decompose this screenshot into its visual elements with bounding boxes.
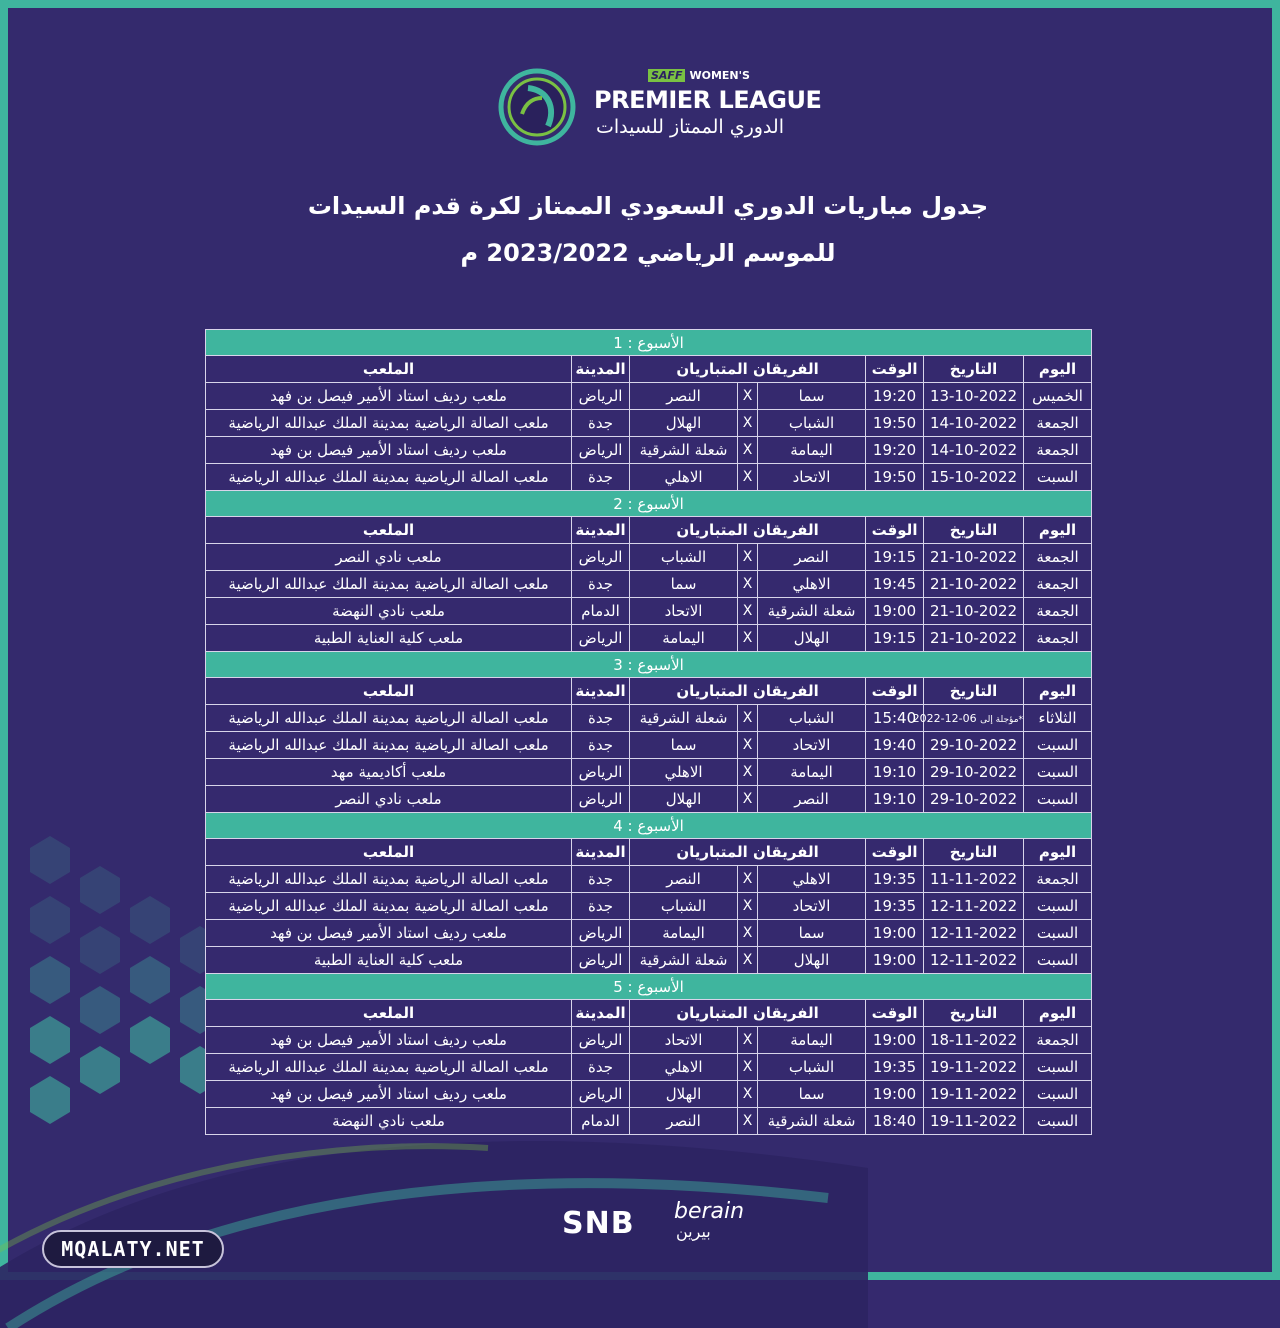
away-team: النصر [630, 866, 738, 893]
match-time: 19:00 [866, 1027, 924, 1054]
match-date: 29-10-2022 [924, 759, 1024, 786]
week-header-row [206, 974, 1092, 1000]
match-city: الرياض [572, 920, 630, 947]
header-stadium: الملعب [206, 839, 572, 866]
table-row [206, 759, 1092, 786]
match-time: 19:00 [866, 1081, 924, 1108]
away-team: الاهلي [630, 464, 738, 491]
table-row [206, 786, 1092, 813]
week-header-row [206, 491, 1092, 517]
match-stadium: ملعب الصالة الرياضية بمدينة الملك عبدالله الرياضية [206, 571, 572, 598]
match-schedule-table [205, 329, 1091, 1135]
match-date: 18-11-2022 [924, 1027, 1024, 1054]
header-teams: الفريقان المتباريان [630, 678, 866, 705]
match-date: 14-10-2022 [924, 410, 1024, 437]
match-city: الرياض [572, 383, 630, 410]
table-row [206, 571, 1092, 598]
away-team: الاهلي [630, 759, 738, 786]
vs-marker: X [738, 732, 758, 759]
week-label: الأسبوع : 4 [206, 813, 1092, 839]
header-city: المدينة [572, 517, 630, 544]
match-time: 19:00 [866, 920, 924, 947]
logo-title: PREMIER LEAGUE [594, 86, 822, 114]
match-city: الرياض [572, 437, 630, 464]
match-day: السبت [1024, 732, 1092, 759]
match-date: 21-10-2022 [924, 571, 1024, 598]
match-city: الرياض [572, 1027, 630, 1054]
table-row [206, 947, 1092, 974]
match-day: السبت [1024, 1081, 1092, 1108]
match-time: 19:45 [866, 571, 924, 598]
away-team: الهلال [630, 786, 738, 813]
match-time: 19:50 [866, 464, 924, 491]
match-time: 19:40 [866, 732, 924, 759]
match-stadium: ملعب رديف استاد الأمير فيصل بن فهد [206, 920, 572, 947]
match-city: جدة [572, 410, 630, 437]
saff-tag: SAFF [648, 69, 685, 82]
away-team: الاتحاد [630, 1027, 738, 1054]
header-date: التاريخ [924, 1000, 1024, 1027]
week-label: الأسبوع : 5 [206, 974, 1092, 1000]
match-time: 19:10 [866, 759, 924, 786]
match-day: السبت [1024, 920, 1092, 947]
table-row [206, 1108, 1092, 1135]
match-day: السبت [1024, 1054, 1092, 1081]
header-day: اليوم [1024, 356, 1092, 383]
match-day: الجمعة [1024, 866, 1092, 893]
match-day: الجمعة [1024, 410, 1092, 437]
match-date: 15-10-2022 [924, 464, 1024, 491]
match-stadium: ملعب رديف استاد الأمير فيصل بن فهد [206, 1081, 572, 1108]
match-stadium: ملعب الصالة الرياضية بمدينة الملك عبدالله الرياضية [206, 893, 572, 920]
table-row [206, 410, 1092, 437]
vs-marker: X [738, 598, 758, 625]
match-city: الرياض [572, 786, 630, 813]
match-day: السبت [1024, 947, 1092, 974]
header-date: التاريخ [924, 839, 1024, 866]
match-stadium: ملعب الصالة الرياضية بمدينة الملك عبدالله الرياضية [206, 866, 572, 893]
table-row [206, 893, 1092, 920]
week-header-row [206, 330, 1092, 356]
header-city: المدينة [572, 356, 630, 383]
table-row [206, 437, 1092, 464]
page-title: جدول مباريات الدوري السعودي الممتاز لكرة قدم السيدات [307, 192, 989, 220]
match-date-postponed [912, 705, 1024, 732]
site-watermark: MQALATY.NET [42, 1230, 224, 1268]
womens-label: WOMEN'S [689, 69, 750, 82]
home-team: سما [758, 383, 866, 410]
match-city: الدمام [572, 1108, 630, 1135]
home-team: الشباب [758, 410, 866, 437]
match-day: الجمعة [1024, 1027, 1092, 1054]
berain-logo-arabic: بيرين [676, 1222, 711, 1241]
logo-subtitle [648, 69, 750, 82]
home-team: النصر [758, 544, 866, 571]
table-row [206, 920, 1092, 947]
vs-marker: X [738, 410, 758, 437]
match-day: الجمعة [1024, 544, 1092, 571]
match-date: 19-11-2022 [924, 1054, 1024, 1081]
home-team: سما [758, 920, 866, 947]
match-stadium: ملعب رديف استاد الأمير فيصل بن فهد [206, 383, 572, 410]
vs-marker: X [738, 1081, 758, 1108]
match-day: السبت [1024, 759, 1092, 786]
match-city: الرياض [572, 947, 630, 974]
match-date: 29-10-2022 [924, 732, 1024, 759]
home-team: الاتحاد [758, 732, 866, 759]
match-time: 19:15 [866, 544, 924, 571]
match-stadium: ملعب رديف استاد الأمير فيصل بن فهد [206, 437, 572, 464]
match-day: السبت [1024, 893, 1092, 920]
page-subtitle: للموسم الرياضي 2023/2022 م [460, 239, 836, 267]
home-team: اليمامة [758, 1027, 866, 1054]
match-stadium: ملعب نادي النهضة [206, 1108, 572, 1135]
match-time: 18:40 [866, 1108, 924, 1135]
match-date: 21-10-2022 [924, 625, 1024, 652]
week-label: الأسبوع : 2 [206, 491, 1092, 517]
away-team: اليمامة [630, 625, 738, 652]
match-city: جدة [572, 893, 630, 920]
match-stadium: ملعب الصالة الرياضية بمدينة الملك عبدالله الرياضية [206, 705, 572, 732]
table-row [206, 1027, 1092, 1054]
home-team: الهلال [758, 625, 866, 652]
match-stadium: ملعب رديف استاد الأمير فيصل بن فهد [206, 1027, 572, 1054]
table-row [206, 1054, 1092, 1081]
match-stadium: ملعب نادي النصر [206, 544, 572, 571]
header-day: اليوم [1024, 839, 1092, 866]
home-team: النصر [758, 786, 866, 813]
column-header-row [206, 678, 1092, 705]
match-date: 21-10-2022 [924, 544, 1024, 571]
away-team: سما [630, 732, 738, 759]
week-label: الأسبوع : 3 [206, 652, 1092, 678]
header-teams: الفريقان المتباريان [630, 517, 866, 544]
match-day: الثلاثاء [1024, 705, 1092, 732]
match-city: الرياض [572, 544, 630, 571]
header-time: الوقت [866, 517, 924, 544]
match-city: جدة [572, 571, 630, 598]
match-stadium: ملعب كلية العناية الطبية [206, 947, 572, 974]
match-city: الرياض [572, 759, 630, 786]
header-time: الوقت [866, 1000, 924, 1027]
match-time: 19:20 [866, 437, 924, 464]
away-team: الهلال [630, 410, 738, 437]
vs-marker: X [738, 786, 758, 813]
match-city: الرياض [572, 1081, 630, 1108]
match-date: 14-10-2022 [924, 437, 1024, 464]
week-label: الأسبوع : 1 [206, 330, 1092, 356]
header-teams: الفريقان المتباريان [630, 839, 866, 866]
away-team: اليمامة [630, 920, 738, 947]
table-row [206, 1081, 1092, 1108]
vs-marker: X [738, 705, 758, 732]
header-day: اليوم [1024, 517, 1092, 544]
header-time: الوقت [866, 678, 924, 705]
away-team: النصر [630, 383, 738, 410]
away-team: شعلة الشرقية [630, 437, 738, 464]
header-date: التاريخ [924, 517, 1024, 544]
match-time: 19:50 [866, 410, 924, 437]
match-city: الرياض [572, 625, 630, 652]
sponsor-logos [558, 1198, 748, 1244]
home-team: اليمامة [758, 437, 866, 464]
logo-arabic-title: الدوري الممتاز للسيدات [596, 116, 784, 138]
home-team: الاهلي [758, 866, 866, 893]
vs-marker: X [738, 544, 758, 571]
week-header-row [206, 652, 1092, 678]
match-day: السبت [1024, 464, 1092, 491]
match-city: جدة [572, 1054, 630, 1081]
match-city: الدمام [572, 598, 630, 625]
match-date: 21-10-2022 [924, 598, 1024, 625]
away-team: الشباب [630, 893, 738, 920]
header-teams: الفريقان المتباريان [630, 356, 866, 383]
match-date: 13-10-2022 [924, 383, 1024, 410]
match-day: السبت [1024, 786, 1092, 813]
away-team: الاتحاد [630, 598, 738, 625]
header-day: اليوم [1024, 678, 1092, 705]
match-day: الجمعة [1024, 437, 1092, 464]
match-time: 19:00 [866, 947, 924, 974]
match-date: 11-11-2022 [924, 866, 1024, 893]
vs-marker: X [738, 571, 758, 598]
week-header-row [206, 813, 1092, 839]
match-day: الخميس [1024, 383, 1092, 410]
away-team: سما [630, 571, 738, 598]
home-team: الاتحاد [758, 893, 866, 920]
away-team: شعلة الشرقية [630, 947, 738, 974]
match-date: 29-10-2022 [924, 786, 1024, 813]
home-team: الهلال [758, 947, 866, 974]
vs-marker: X [738, 759, 758, 786]
match-day: الجمعة [1024, 625, 1092, 652]
home-team: شعلة الشرقية [758, 598, 866, 625]
match-stadium: ملعب الصالة الرياضية بمدينة الملك عبدالله الرياضية [206, 1054, 572, 1081]
home-team: الشباب [758, 1054, 866, 1081]
header-city: المدينة [572, 839, 630, 866]
match-city: جدة [572, 464, 630, 491]
match-day: السبت [1024, 1108, 1092, 1135]
berain-logo: berain [674, 1199, 745, 1224]
away-team: شعلة الشرقية [630, 705, 738, 732]
match-time: 19:35 [866, 1054, 924, 1081]
vs-marker: X [738, 893, 758, 920]
match-city: جدة [572, 866, 630, 893]
match-date: 12-11-2022 [924, 920, 1024, 947]
home-team: الشباب [758, 705, 866, 732]
table-row [206, 464, 1092, 491]
match-time: 15:40 [866, 705, 924, 732]
league-emblem-icon [498, 68, 576, 146]
column-header-row [206, 517, 1092, 544]
header-day: اليوم [1024, 1000, 1092, 1027]
table-row [206, 598, 1092, 625]
table-row [206, 625, 1092, 652]
vs-marker: X [738, 920, 758, 947]
header-stadium: الملعب [206, 517, 572, 544]
match-date: 12-11-2022 [924, 893, 1024, 920]
vs-marker: X [738, 1027, 758, 1054]
home-team: شعلة الشرقية [758, 1108, 866, 1135]
match-time: 19:00 [866, 598, 924, 625]
header-city: المدينة [572, 678, 630, 705]
vs-marker: X [738, 947, 758, 974]
postponed-note: *مؤجلة إلى [980, 714, 1024, 725]
table-row [206, 383, 1092, 410]
vs-marker: X [738, 625, 758, 652]
match-date: 12-11-2022 [924, 947, 1024, 974]
match-date: 06-12-2022 [912, 711, 977, 725]
vs-marker: X [738, 1108, 758, 1135]
home-team: الاهلي [758, 571, 866, 598]
away-team: الشباب [630, 544, 738, 571]
away-team: الاهلي [630, 1054, 738, 1081]
table-row [206, 544, 1092, 571]
column-header-row [206, 1000, 1092, 1027]
match-city: جدة [572, 705, 630, 732]
table-row [206, 705, 1092, 732]
vs-marker: X [738, 437, 758, 464]
match-city: جدة [572, 732, 630, 759]
away-team: الهلال [630, 1081, 738, 1108]
snb-logo: SNB [562, 1206, 635, 1241]
match-date: 19-11-2022 [924, 1081, 1024, 1108]
away-team: النصر [630, 1108, 738, 1135]
match-stadium: ملعب الصالة الرياضية بمدينة الملك عبدالله الرياضية [206, 410, 572, 437]
header-date: التاريخ [924, 356, 1024, 383]
match-stadium: ملعب كلية العناية الطبية [206, 625, 572, 652]
home-team: اليمامة [758, 759, 866, 786]
match-day: الجمعة [1024, 571, 1092, 598]
match-time: 19:20 [866, 383, 924, 410]
match-time: 19:10 [866, 786, 924, 813]
match-stadium: ملعب أكاديمية مهد [206, 759, 572, 786]
match-day: الجمعة [1024, 598, 1092, 625]
column-header-row [206, 356, 1092, 383]
vs-marker: X [738, 866, 758, 893]
match-date: 19-11-2022 [924, 1108, 1024, 1135]
header-time: الوقت [866, 356, 924, 383]
vs-marker: X [738, 464, 758, 491]
table-row [206, 866, 1092, 893]
match-stadium: ملعب نادي النصر [206, 786, 572, 813]
match-time: 19:35 [866, 866, 924, 893]
column-header-row [206, 839, 1092, 866]
match-stadium: ملعب الصالة الرياضية بمدينة الملك عبدالله الرياضية [206, 464, 572, 491]
home-team: الاتحاد [758, 464, 866, 491]
header-stadium: الملعب [206, 678, 572, 705]
match-time: 19:35 [866, 893, 924, 920]
header-stadium: الملعب [206, 1000, 572, 1027]
vs-marker: X [738, 1054, 758, 1081]
table-row [206, 732, 1092, 759]
header-city: المدينة [572, 1000, 630, 1027]
match-stadium: ملعب نادي النهضة [206, 598, 572, 625]
header-time: الوقت [866, 839, 924, 866]
header-stadium: الملعب [206, 356, 572, 383]
header-teams: الفريقان المتباريان [630, 1000, 866, 1027]
league-logo [498, 64, 822, 152]
match-stadium: ملعب الصالة الرياضية بمدينة الملك عبدالله الرياضية [206, 732, 572, 759]
header-date: التاريخ [924, 678, 1024, 705]
match-time: 19:15 [866, 625, 924, 652]
home-team: سما [758, 1081, 866, 1108]
vs-marker: X [738, 383, 758, 410]
